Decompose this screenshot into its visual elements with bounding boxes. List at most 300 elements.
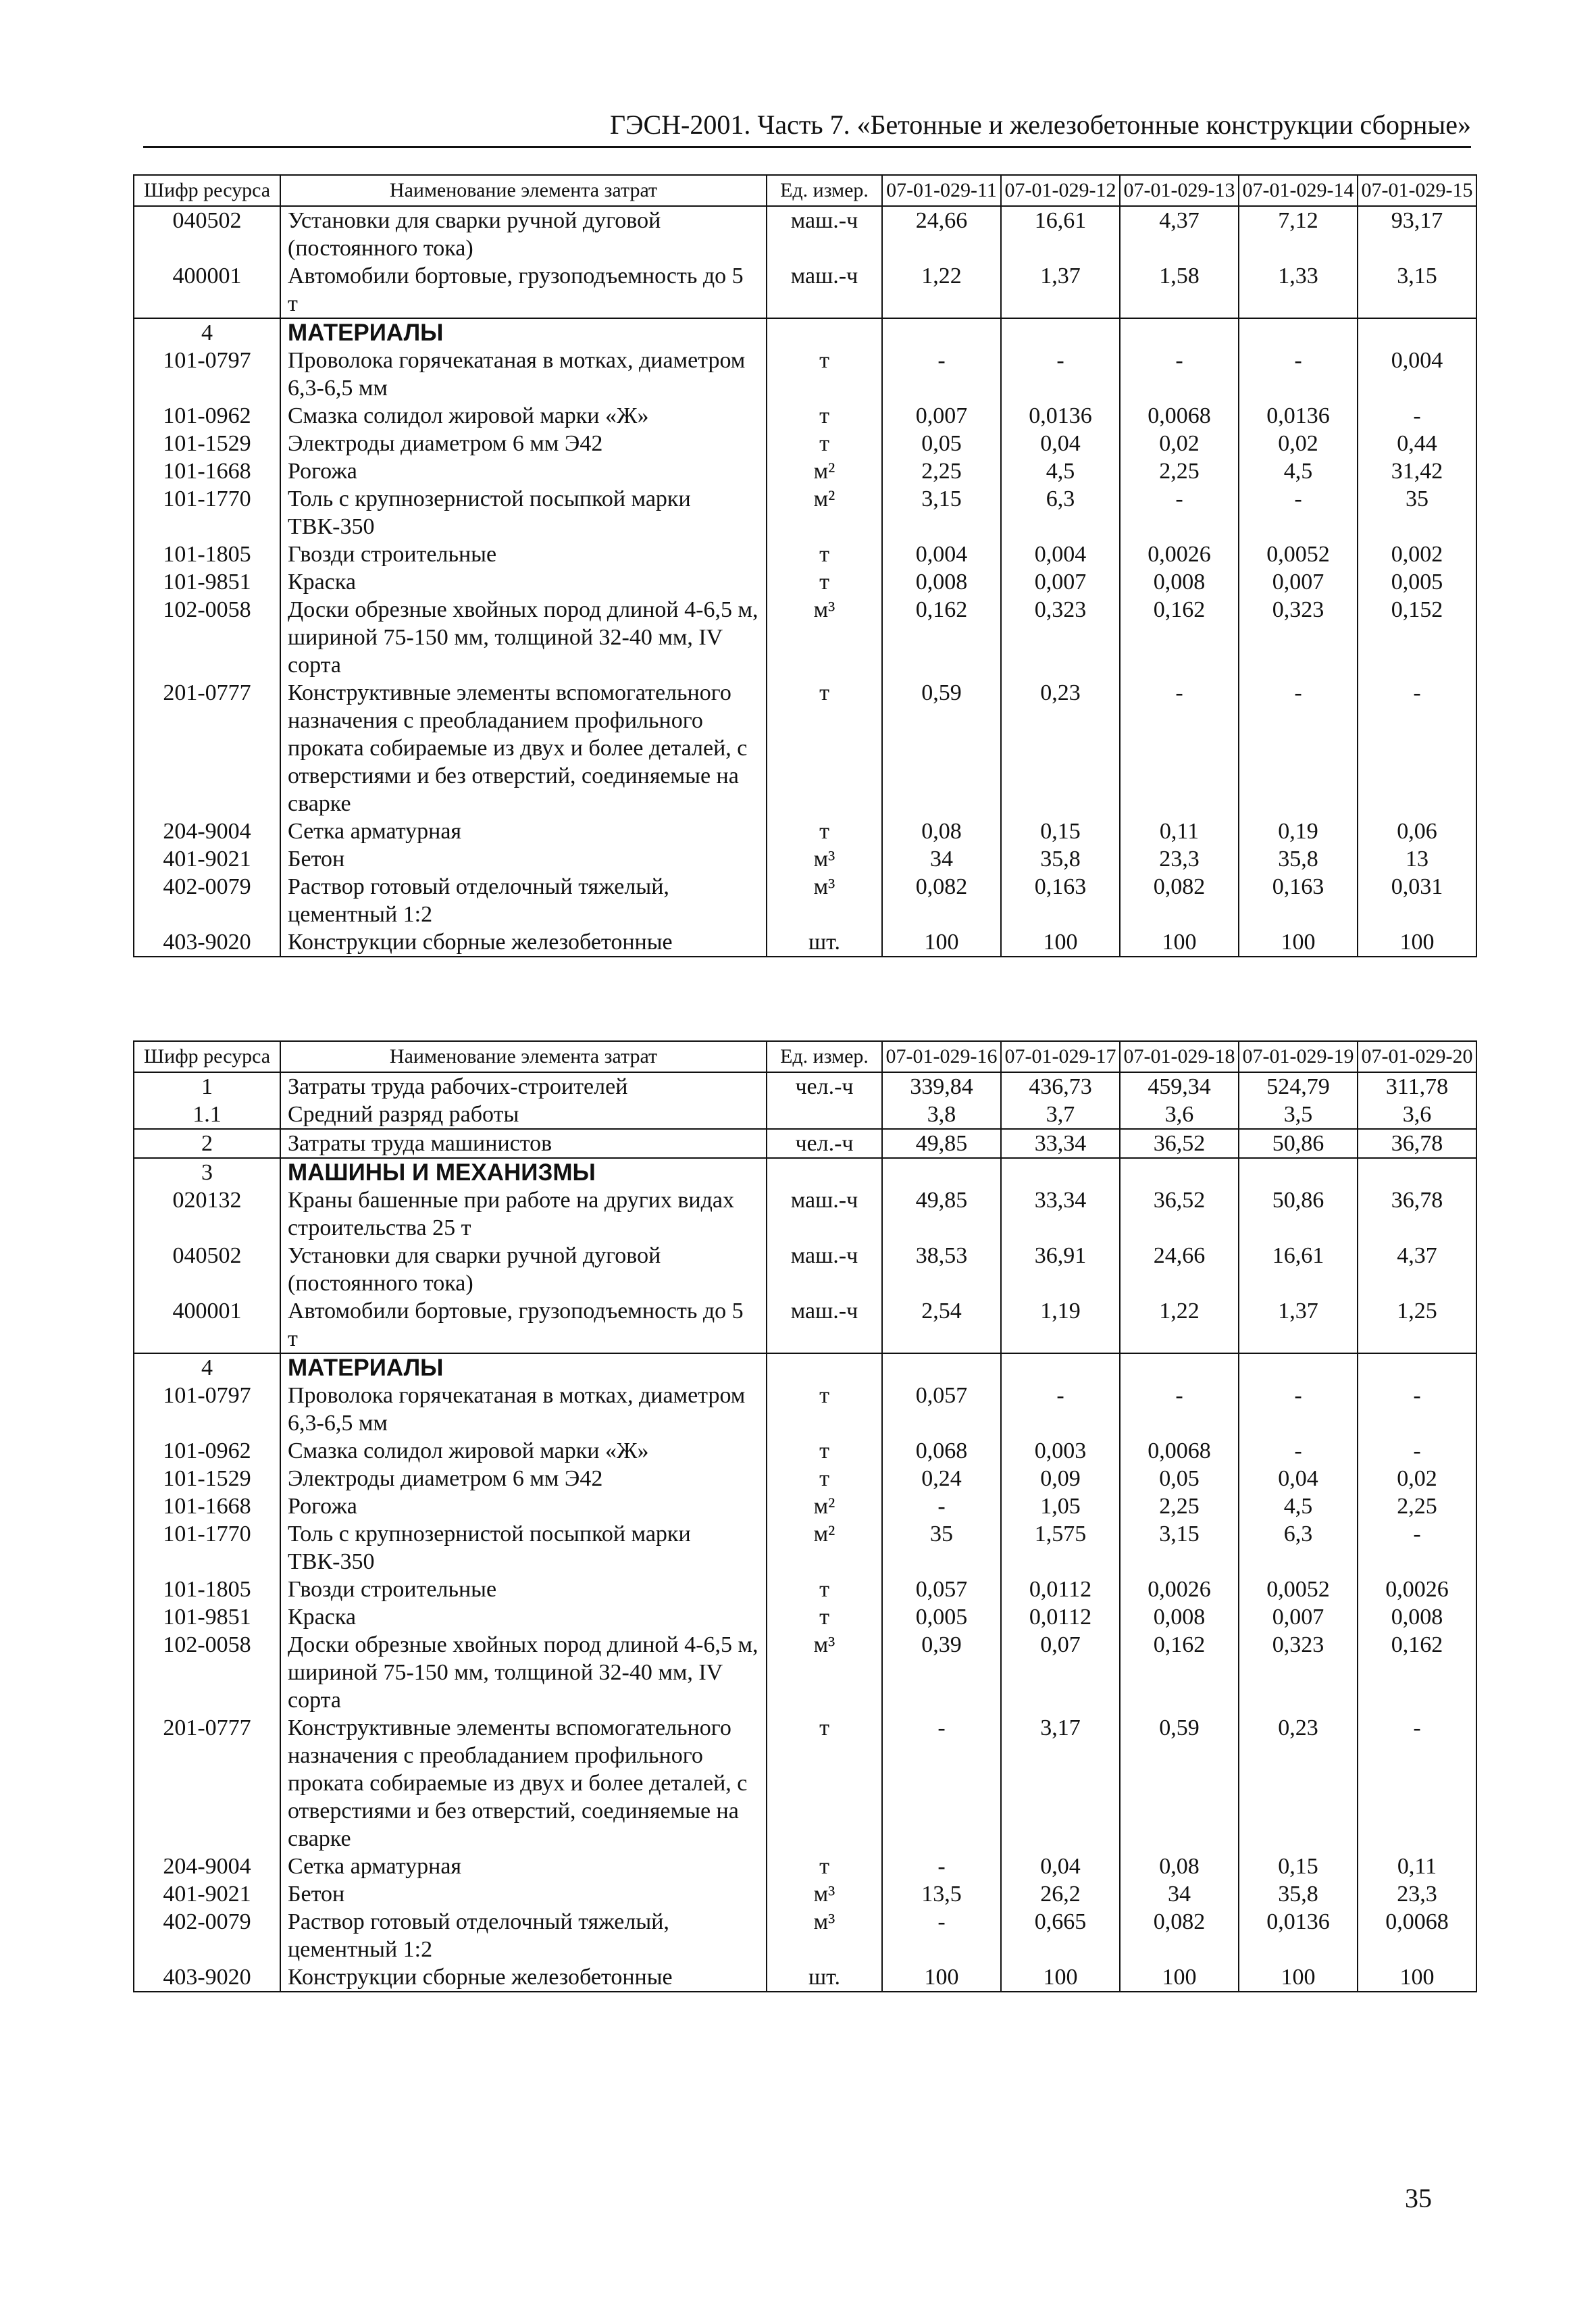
cost-element-name: Средний разряд работы (280, 1101, 767, 1129)
page-number: 35 (1405, 2183, 1432, 2213)
value-cell: 0,02 (1120, 430, 1239, 457)
value-cell: 35,8 (1001, 845, 1120, 873)
resource-code: 101-9851 (134, 1603, 280, 1631)
value-cell: 100 (1358, 928, 1476, 957)
resource-code: 403-9020 (134, 928, 280, 957)
value-cell (1358, 1158, 1476, 1186)
resource-code: 101-1805 (134, 540, 280, 568)
value-cell: 0,02 (1239, 430, 1358, 457)
value-cell: - (1120, 1382, 1239, 1437)
value-cell: 100 (1239, 1963, 1358, 1992)
value-cell: 0,04 (1001, 1853, 1120, 1880)
header-col-3: 07-01-029-18 (1120, 1041, 1239, 1072)
value-cell: 33,34 (1001, 1186, 1120, 1242)
value-cell: 36,52 (1120, 1129, 1239, 1158)
value-cell: 0,008 (1120, 568, 1239, 596)
table-row (134, 568, 1476, 596)
value-cell: 0,19 (1239, 818, 1358, 845)
table-row (134, 430, 1476, 457)
value-cell: 0,004 (1358, 347, 1476, 402)
table-row (134, 1908, 1476, 1963)
unit-cell: маш.-ч (767, 206, 882, 262)
value-cell: 0,0136 (1001, 402, 1120, 430)
value-cell: 0,057 (882, 1576, 1001, 1603)
value-cell: 0,152 (1358, 596, 1476, 679)
value-cell: 0,0026 (1358, 1576, 1476, 1603)
value-cell: - (1358, 1520, 1476, 1576)
value-cell: 2,25 (882, 457, 1001, 485)
value-cell: 93,17 (1358, 206, 1476, 262)
value-cell: 16,61 (1001, 206, 1120, 262)
value-cell: 0,323 (1239, 1631, 1358, 1714)
value-cell: 0,24 (882, 1465, 1001, 1492)
header-code: Шифр ресурса (134, 175, 280, 206)
table-row (134, 818, 1476, 845)
unit-cell: чел.-ч (767, 1129, 882, 1158)
resource-code: 020132 (134, 1186, 280, 1242)
table-row (134, 1714, 1476, 1853)
value-cell: 339,84 (882, 1072, 1001, 1101)
unit-cell (767, 1158, 882, 1186)
value-cell: 0,23 (1239, 1714, 1358, 1853)
value-cell: 2,25 (1358, 1492, 1476, 1520)
unit-cell: т (767, 568, 882, 596)
table-row (134, 1963, 1476, 1992)
value-cell: 100 (1001, 1963, 1120, 1992)
value-cell: 100 (1239, 928, 1358, 957)
unit-cell: чел.-ч (767, 1072, 882, 1101)
table-row (134, 347, 1476, 402)
resource-code: 400001 (134, 1297, 280, 1353)
value-cell: 31,42 (1358, 457, 1476, 485)
unit-cell: маш.-ч (767, 262, 882, 318)
value-cell: 1,37 (1239, 1297, 1358, 1353)
resource-code: 101-1805 (134, 1576, 280, 1603)
header-col-3: 07-01-029-13 (1120, 175, 1239, 206)
resource-code: 204-9004 (134, 818, 280, 845)
header-code: Шифр ресурса (134, 1041, 280, 1072)
value-cell: 1,25 (1358, 1297, 1476, 1353)
cost-element-name: Бетон (280, 1880, 767, 1908)
value-cell: 34 (1120, 1880, 1239, 1908)
unit-cell: т (767, 1714, 882, 1853)
value-cell: - (1358, 679, 1476, 818)
value-cell: 0,162 (1358, 1631, 1476, 1714)
value-cell: 0,008 (1120, 1603, 1239, 1631)
cost-element-name: Гвозди строительные (280, 540, 767, 568)
header-unit: Ед. измер. (767, 1041, 882, 1072)
value-cell: - (882, 1714, 1001, 1853)
value-cell: 0,082 (1120, 1908, 1239, 1963)
cost-element-name: Краны башенные при работе на других видах строительства 25 т (280, 1186, 767, 1242)
resource-code: 101-0797 (134, 347, 280, 402)
value-cell: 35 (1358, 485, 1476, 540)
resource-code: 1 (134, 1072, 280, 1101)
value-cell: 24,66 (882, 206, 1001, 262)
value-cell: 4,37 (1358, 1242, 1476, 1297)
cost-element-name: Конструкции сборные железобетонные (280, 1963, 767, 1992)
header-col-2: 07-01-029-17 (1001, 1041, 1120, 1072)
value-cell: - (882, 1492, 1001, 1520)
table-row (134, 596, 1476, 679)
value-cell: 1,58 (1120, 262, 1239, 318)
header-unit: Ед. измер. (767, 175, 882, 206)
value-cell: 0,005 (882, 1603, 1001, 1631)
value-cell: 0,162 (1120, 1631, 1239, 1714)
cost-element-name: Толь с крупнозернистой посыпкой марки ТВК-350 (280, 1520, 767, 1576)
value-cell: 16,61 (1239, 1242, 1358, 1297)
cost-element-name: Смазка солидол жировой марки «Ж» (280, 402, 767, 430)
table-row (134, 1129, 1476, 1158)
unit-cell: т (767, 1603, 882, 1631)
value-cell: 3,15 (1120, 1520, 1239, 1576)
value-cell (882, 1353, 1001, 1382)
value-cell: - (882, 1853, 1001, 1880)
value-cell (1358, 318, 1476, 347)
value-cell: 6,3 (1239, 1520, 1358, 1576)
cost-element-name: Раствор готовый отделочный тяжелый, цементный 1:2 (280, 1908, 767, 1963)
unit-cell: маш.-ч (767, 1297, 882, 1353)
table-row (134, 873, 1476, 928)
resource-code: 4 (134, 1353, 280, 1382)
cost-element-name: Автомобили бортовые, грузоподъемность до 5 т (280, 262, 767, 318)
table-row (134, 485, 1476, 540)
value-cell: 2,54 (882, 1297, 1001, 1353)
value-cell: 0,163 (1001, 873, 1120, 928)
table-body (134, 206, 1476, 957)
value-cell (882, 1158, 1001, 1186)
value-cell: 100 (882, 1963, 1001, 1992)
value-cell: 4,5 (1239, 457, 1358, 485)
resource-code: 101-1529 (134, 1465, 280, 1492)
value-cell: 311,78 (1358, 1072, 1476, 1101)
value-cell: 26,2 (1001, 1880, 1120, 1908)
table-row (134, 1880, 1476, 1908)
table-row (134, 928, 1476, 957)
table-row (134, 1242, 1476, 1297)
value-cell: 0,11 (1120, 818, 1239, 845)
value-cell: - (1239, 347, 1358, 402)
value-cell: - (1120, 485, 1239, 540)
value-cell: 2,25 (1120, 457, 1239, 485)
unit-cell: шт. (767, 928, 882, 957)
value-cell: 436,73 (1001, 1072, 1120, 1101)
value-cell: 100 (882, 928, 1001, 957)
header-col-5: 07-01-029-20 (1358, 1041, 1476, 1072)
unit-cell (767, 1353, 882, 1382)
value-cell: 0,162 (1120, 596, 1239, 679)
value-cell: - (1001, 347, 1120, 402)
table-row (134, 540, 1476, 568)
table-row (134, 1072, 1476, 1101)
value-cell (1239, 318, 1358, 347)
value-cell: 0,0068 (1120, 1437, 1239, 1465)
table-row (134, 1158, 1476, 1186)
unit-cell: м³ (767, 1880, 882, 1908)
value-cell: 3,8 (882, 1101, 1001, 1129)
value-cell: 1,22 (882, 262, 1001, 318)
table-row (134, 1631, 1476, 1714)
value-cell: 0,0052 (1239, 540, 1358, 568)
value-cell: 35,8 (1239, 845, 1358, 873)
value-cell (1001, 1158, 1120, 1186)
value-cell: 38,53 (882, 1242, 1001, 1297)
value-cell: 0,323 (1239, 596, 1358, 679)
value-cell: 50,86 (1239, 1129, 1358, 1158)
value-cell: 4,5 (1001, 457, 1120, 485)
cost-element-name: Установки для сварки ручной дуговой (постоянного тока) (280, 206, 767, 262)
resource-code: 101-0962 (134, 1437, 280, 1465)
table-row (134, 845, 1476, 873)
value-cell: 0,04 (1001, 430, 1120, 457)
value-cell (1001, 318, 1120, 347)
value-cell: 3,5 (1239, 1101, 1358, 1129)
header-col-5: 07-01-029-15 (1358, 175, 1476, 206)
resource-code: 4 (134, 318, 280, 347)
value-cell: 0,59 (882, 679, 1001, 818)
value-cell: 0,39 (882, 1631, 1001, 1714)
value-cell: 0,06 (1358, 818, 1476, 845)
cost-element-name: Конструкции сборные железобетонные (280, 928, 767, 957)
resource-code: 101-1770 (134, 1520, 280, 1576)
value-cell: - (1358, 1437, 1476, 1465)
table-row (134, 262, 1476, 318)
value-cell: - (1239, 1382, 1358, 1437)
resource-code: 101-1529 (134, 430, 280, 457)
value-cell: 0,323 (1001, 596, 1120, 679)
unit-cell: м² (767, 1492, 882, 1520)
value-cell: 0,07 (1001, 1631, 1120, 1714)
value-cell: 24,66 (1120, 1242, 1239, 1297)
table-row (134, 457, 1476, 485)
resource-code: 040502 (134, 1242, 280, 1297)
value-cell: 1,37 (1001, 262, 1120, 318)
section-title: МАШИНЫ И МЕХАНИЗМЫ (280, 1158, 767, 1186)
value-cell: 6,3 (1001, 485, 1120, 540)
value-cell: 0,007 (1001, 568, 1120, 596)
section-title: МАТЕРИАЛЫ (280, 1353, 767, 1382)
resource-code: 2 (134, 1129, 280, 1158)
table-row (134, 1382, 1476, 1437)
value-cell: 0,0136 (1239, 402, 1358, 430)
value-cell: 0,08 (882, 818, 1001, 845)
value-cell: 36,78 (1358, 1129, 1476, 1158)
value-cell: 49,85 (882, 1186, 1001, 1242)
value-cell: 1,19 (1001, 1297, 1120, 1353)
table-header-row (134, 1041, 1476, 1072)
value-cell: 49,85 (882, 1129, 1001, 1158)
value-cell: 0,007 (1239, 1603, 1358, 1631)
value-cell: 100 (1001, 928, 1120, 957)
resource-table-1 (133, 174, 1477, 957)
value-cell: 0,003 (1001, 1437, 1120, 1465)
value-cell: 4,37 (1120, 206, 1239, 262)
unit-cell: м³ (767, 596, 882, 679)
cost-element-name: Электроды диаметром 6 мм Э42 (280, 430, 767, 457)
value-cell: 0,02 (1358, 1465, 1476, 1492)
value-cell: 33,34 (1001, 1129, 1120, 1158)
value-cell: 1,05 (1001, 1492, 1120, 1520)
unit-cell: т (767, 1437, 882, 1465)
cost-element-name: Конструктивные элементы вспомогательного назначения с преобладанием профильного проката собираемые из двух и более деталей, с отверстиями и без отверстий, соединяемые на сварке (280, 679, 767, 818)
value-cell: 0,44 (1358, 430, 1476, 457)
value-cell: 0,15 (1239, 1853, 1358, 1880)
value-cell: 0,068 (882, 1437, 1001, 1465)
unit-cell: шт. (767, 1963, 882, 1992)
value-cell: 13 (1358, 845, 1476, 873)
resource-code: 040502 (134, 206, 280, 262)
value-cell: 0,008 (1358, 1603, 1476, 1631)
value-cell: 0,005 (1358, 568, 1476, 596)
header-col-4: 07-01-029-14 (1239, 175, 1358, 206)
value-cell: - (1239, 679, 1358, 818)
cost-element-name: Затраты труда рабочих-строителей (280, 1072, 767, 1101)
cost-element-name: Толь с крупнозернистой посыпкой марки ТВК-350 (280, 485, 767, 540)
value-cell: 3,15 (1358, 262, 1476, 318)
unit-cell: м² (767, 457, 882, 485)
cost-element-name: Автомобили бортовые, грузоподъемность до 5 т (280, 1297, 767, 1353)
value-cell: 0,59 (1120, 1714, 1239, 1853)
resource-code: 402-0079 (134, 873, 280, 928)
table-row (134, 1186, 1476, 1242)
unit-cell: м³ (767, 1631, 882, 1714)
header-col-1: 07-01-029-16 (882, 1041, 1001, 1072)
value-cell: - (1239, 1437, 1358, 1465)
value-cell: 36,91 (1001, 1242, 1120, 1297)
value-cell: 0,007 (1239, 568, 1358, 596)
unit-cell: м³ (767, 873, 882, 928)
value-cell: 7,12 (1239, 206, 1358, 262)
value-cell: 0,004 (1001, 540, 1120, 568)
value-cell: 0,0026 (1120, 1576, 1239, 1603)
table-row (134, 1853, 1476, 1880)
table-row (134, 1603, 1476, 1631)
value-cell (1239, 1158, 1358, 1186)
value-cell: 0,15 (1001, 818, 1120, 845)
header-name: Наименование элемента затрат (280, 1041, 767, 1072)
cost-element-name: Рогожа (280, 1492, 767, 1520)
table-row (134, 1297, 1476, 1353)
cost-element-name: Установки для сварки ручной дуговой (постоянного тока) (280, 1242, 767, 1297)
table-row (134, 206, 1476, 262)
value-cell (1120, 1158, 1239, 1186)
value-cell: 0,0136 (1239, 1908, 1358, 1963)
resource-code: 101-9851 (134, 568, 280, 596)
page-header: ГЭСН-2001. Часть 7. «Бетонные и железобетонные конструкции сборные» (143, 108, 1471, 148)
value-cell: - (1358, 402, 1476, 430)
value-cell (1001, 1353, 1120, 1382)
unit-cell: т (767, 679, 882, 818)
header-col-2: 07-01-029-12 (1001, 175, 1120, 206)
table-row (134, 1520, 1476, 1576)
value-cell: 0,05 (1120, 1465, 1239, 1492)
cost-element-name: Рогожа (280, 457, 767, 485)
table-row (134, 402, 1476, 430)
cost-element-name: Электроды диаметром 6 мм Э42 (280, 1465, 767, 1492)
resource-code: 102-0058 (134, 1631, 280, 1714)
value-cell: 3,6 (1120, 1101, 1239, 1129)
cost-element-name: Краска (280, 568, 767, 596)
table-row (134, 1576, 1476, 1603)
value-cell: 0,05 (882, 430, 1001, 457)
value-cell: 0,23 (1001, 679, 1120, 818)
value-cell: 0,0068 (1120, 402, 1239, 430)
value-cell: 0,09 (1001, 1465, 1120, 1492)
value-cell: 0,082 (882, 873, 1001, 928)
unit-cell: м² (767, 1520, 882, 1576)
value-cell: 100 (1358, 1963, 1476, 1992)
table-row (134, 679, 1476, 818)
table-row (134, 1353, 1476, 1382)
value-cell: - (1358, 1382, 1476, 1437)
cost-element-name: Конструктивные элементы вспомогательного назначения с преобладанием профильного проката собираемые из двух и более деталей, с отверстиями и без отверстий, соединяемые на сварке (280, 1714, 767, 1853)
unit-cell: м² (767, 485, 882, 540)
value-cell: 3,15 (882, 485, 1001, 540)
resource-code: 401-9021 (134, 845, 280, 873)
cost-element-name: Раствор готовый отделочный тяжелый, цементный 1:2 (280, 873, 767, 928)
value-cell: - (1358, 1714, 1476, 1853)
unit-cell: т (767, 1853, 882, 1880)
unit-cell: т (767, 347, 882, 402)
value-cell: 36,52 (1120, 1186, 1239, 1242)
unit-cell: т (767, 1382, 882, 1437)
unit-cell: т (767, 540, 882, 568)
value-cell: 1,575 (1001, 1520, 1120, 1576)
value-cell: 3,17 (1001, 1714, 1120, 1853)
resource-code: 102-0058 (134, 596, 280, 679)
value-cell: 0,08 (1120, 1853, 1239, 1880)
value-cell: - (882, 347, 1001, 402)
unit-cell: т (767, 818, 882, 845)
table-header-row (134, 175, 1476, 206)
value-cell: 0,031 (1358, 873, 1476, 928)
value-cell: 13,5 (882, 1880, 1001, 1908)
resource-code: 101-0797 (134, 1382, 280, 1437)
value-cell: 1,22 (1120, 1297, 1239, 1353)
value-cell: 0,0052 (1239, 1576, 1358, 1603)
header-col-4: 07-01-029-19 (1239, 1041, 1358, 1072)
resource-code: 101-1668 (134, 1492, 280, 1520)
value-cell: 0,0112 (1001, 1576, 1120, 1603)
resource-code: 101-0962 (134, 402, 280, 430)
cost-element-name: Гвозди строительные (280, 1576, 767, 1603)
resource-code: 402-0079 (134, 1908, 280, 1963)
value-cell: 4,5 (1239, 1492, 1358, 1520)
cost-element-name: Доски обрезные хвойных пород длиной 4-6,5 м, шириной 75-150 мм, толщиной 32-40 мм, IV сорта (280, 1631, 767, 1714)
value-cell: 3,7 (1001, 1101, 1120, 1129)
table-body (134, 1072, 1476, 1992)
value-cell: 0,162 (882, 596, 1001, 679)
value-cell: 0,082 (1120, 873, 1239, 928)
unit-cell (767, 1101, 882, 1129)
value-cell: 0,008 (882, 568, 1001, 596)
resource-code: 204-9004 (134, 1853, 280, 1880)
value-cell (1358, 1353, 1476, 1382)
cost-element-name: Краска (280, 1603, 767, 1631)
value-cell: - (1120, 679, 1239, 818)
table-row (134, 1101, 1476, 1129)
header-col-1: 07-01-029-11 (882, 175, 1001, 206)
unit-cell: маш.-ч (767, 1186, 882, 1242)
value-cell: - (1001, 1382, 1120, 1437)
cost-element-name: Затраты труда машинистов (280, 1129, 767, 1158)
value-cell: 0,007 (882, 402, 1001, 430)
section-title: МАТЕРИАЛЫ (280, 318, 767, 347)
value-cell: 0,04 (1239, 1465, 1358, 1492)
resource-table-2 (133, 1040, 1477, 1992)
resource-code: 1.1 (134, 1101, 280, 1129)
value-cell: 0,0112 (1001, 1603, 1120, 1631)
